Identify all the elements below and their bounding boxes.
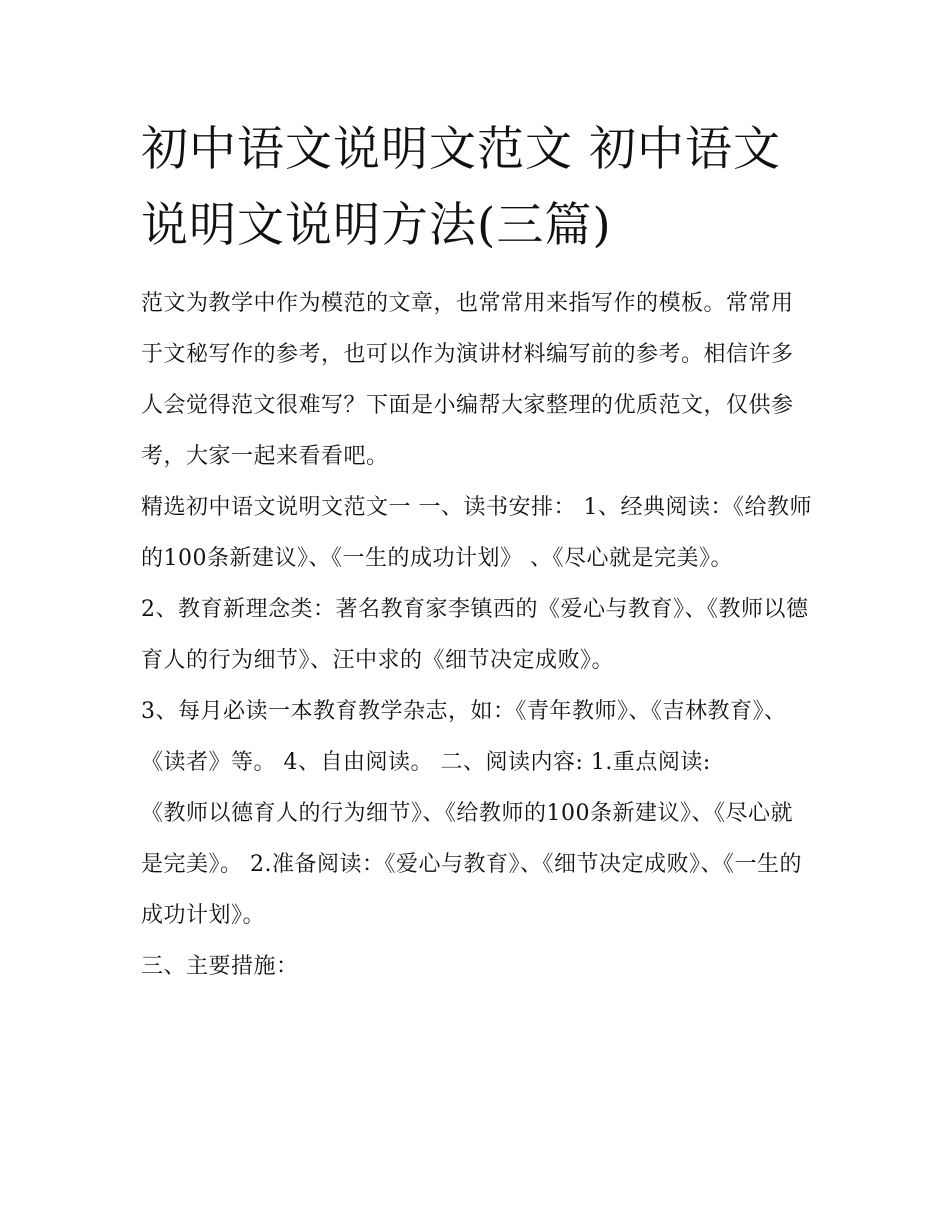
monthly-reading-paragraph: 3、每月必读一本教育教学杂志，如：《青年教师》、《吉林教育》、《读者》等。 4、自由阅读。 二、阅读内容: 1.重点阅读:	[141, 699, 787, 775]
reading-plan-paragraph: 精选初中语文说明文范文一 一、读书安排： 1、经典阅读：《给教师的100条新建议》、《一生的成功计划》 、《尽心就是完美》。	[141, 495, 812, 571]
reading-content-paragraph: 《教师以德育人的行为细节》、《给教师的100条新建议》、《尽心就是完美》。 2.准备阅读：《爱心与教育》、《细节决定成败》、《一生的成功计划》。	[141, 801, 802, 928]
main-measures-heading: 三、主要措施：	[141, 954, 299, 979]
intro-paragraph: 范文为教学中作为模范的文章，也常常用来指写作的模板。常常用于文秘写作的参考，也可以作为演讲材料编写前的参考。相信许多人会觉得范文很难写？下面是小编帮大家整理的优质范文，仅供参考，大家一起来看看吧。	[141, 291, 794, 469]
document-title	[141, 112, 812, 264]
education-concept-paragraph: 2、教育新理念类：著名教育家李镇西的《爱心与教育》、《教师以德育人的行为细节》、汪中求的《细节决定成败》。	[141, 597, 809, 673]
title-line-2: 说明文说明方法(三篇)	[141, 198, 612, 253]
title-line-1: 初中语文说明文范文 初中语文	[141, 122, 781, 177]
